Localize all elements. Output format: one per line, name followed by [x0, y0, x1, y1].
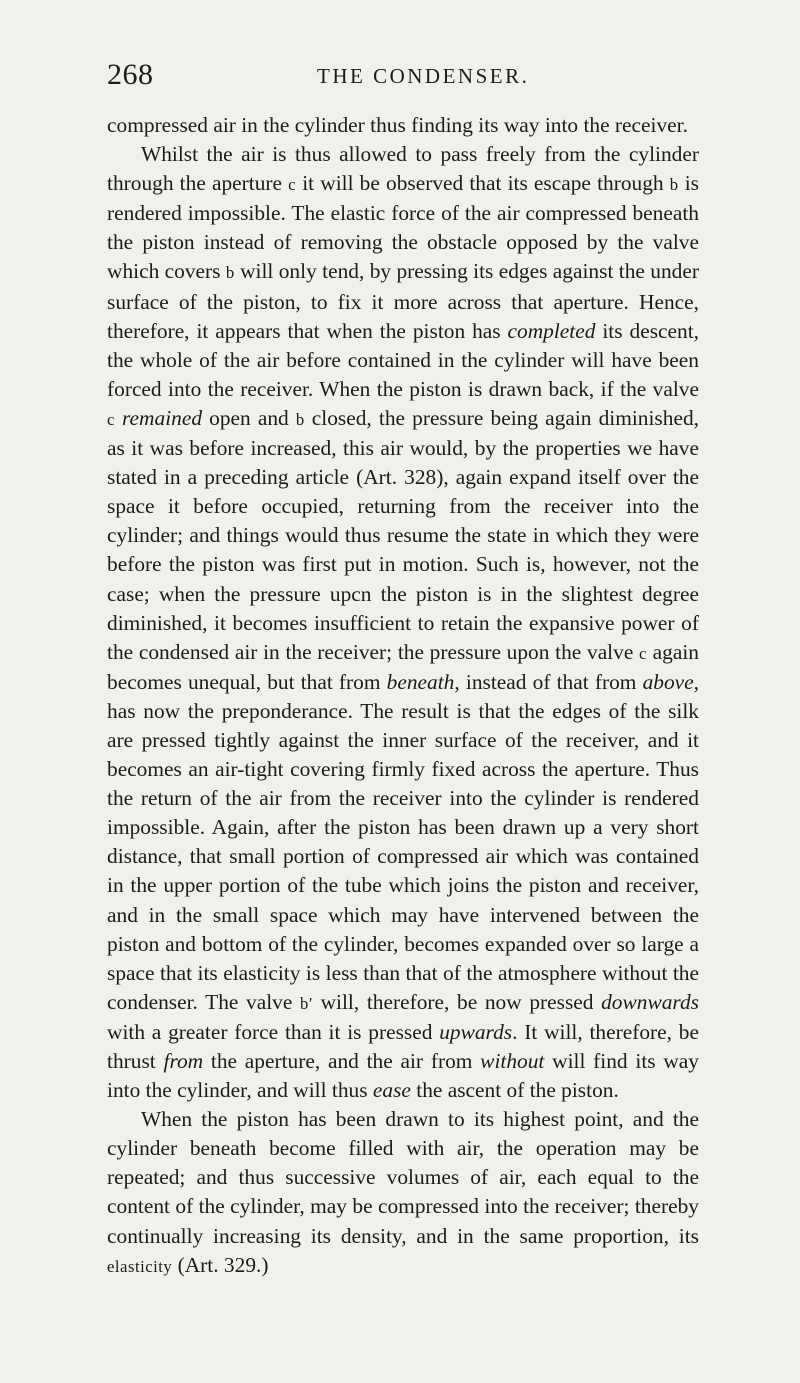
text-run: (Art. 329.)	[172, 1252, 269, 1277]
paragraph	[107, 111, 699, 140]
page-number: 268	[107, 58, 154, 91]
text-run: will find its way into the cylinder, and will thus	[107, 1049, 699, 1103]
text-run: will, therefore, be now pressed	[312, 989, 602, 1014]
italic-text: downwards	[601, 989, 699, 1014]
small-caps-text: b	[669, 175, 679, 195]
small-caps-text: c	[107, 409, 115, 429]
small-caps-text: elasticity	[107, 1256, 173, 1276]
text-run: closed, the pressure being again diminished, as it was before increased, this air would, by the properties we have stated in a preceding article (Art. 328), again expand itself over the space it before occupied, returning from the receiver into the cylinder; and things would thus resume the state in which they were before the piston was first put in motion. Such is, however, not the case; when the pressure upcn the piston is in the slightest degree diminished, it becomes insufficient to retain the expansive power of the condensed air in the receiver; the pressure upon the valve	[107, 405, 699, 664]
text-run: the ascent of the piston.	[410, 1078, 619, 1103]
italic-text: remained	[122, 405, 203, 430]
text-run: is rendered impossible. The elastic force of the air compressed beneath the piston instead of removing the obstacle opposed by the valve which covers	[107, 171, 700, 284]
text-run: open and	[202, 405, 296, 430]
italic-text: above	[642, 669, 694, 694]
text-run	[115, 406, 122, 430]
text-run: When the piston has been drawn to its highest point, and the cylinder beneath become filled with air, the operation may be repeated; and thus successive volumes of air, each equal to the content of the cylinder, may be compressed into the receiver; thereby continually increasing its density, and in the same proportion, its	[107, 1107, 699, 1248]
running-head	[107, 58, 699, 92]
text-run: . It will, therefore, be thrust	[107, 1019, 699, 1073]
text-run: , has now the preponderance. The result is that the edges of the silk are pressed tightly against the inner surface of the receiver, and it becomes an air-tight covering firmly fixed across the aperture. Thus the return of the air from the receiver into the cylinder is rendered impossible. Again, after the piston has been drawn up a very short distance, that small portion of compressed air which was contained in the upper portion of the tube which joins the piston and receiver, and in the small space which may have intervened between the piston and bottom of the cylinder, becomes expanded over so large a space that its elasticity is less than that of the atmosphere without the condenser. The valve	[107, 669, 699, 1014]
italic-text: without	[480, 1049, 545, 1073]
small-caps-text: b	[295, 409, 305, 429]
text-run: again becomes unequal, but that from	[107, 639, 699, 694]
text-run: its descent, the whole of the air before contained in the cylinder will have been forced into the receiver. When the piston is drawn back, if the valve	[107, 318, 699, 401]
running-title: THE CONDENSER.	[317, 64, 530, 88]
paragraph	[107, 140, 699, 1105]
body-text	[107, 111, 699, 1281]
text-run: compressed air in the cylinder thus finding its way into the receiver.	[107, 113, 688, 137]
text-run: , instead of that from	[454, 669, 643, 694]
text-run: the aperture, and the air from	[203, 1049, 481, 1073]
small-caps-text: b	[225, 263, 235, 283]
italic-text: completed	[507, 318, 596, 343]
text-run: Whilst the air is thus allowed to pass freely from the cylinder through the aperture	[107, 142, 699, 196]
small-caps-text: c	[639, 643, 647, 663]
text-run: will only tend, by pressing its edges against the under surface of the piston, to fix it more across that aperture. Hence, therefore, it appears that when the piston has	[107, 259, 699, 343]
small-caps-text: c	[288, 175, 297, 195]
italic-text: beneath	[386, 669, 455, 694]
paragraph	[107, 1105, 699, 1281]
italic-text: from	[163, 1049, 204, 1073]
small-caps-text: b′	[299, 993, 313, 1013]
italic-text: upwards	[439, 1019, 513, 1044]
text-run: with a greater force than it is pressed	[107, 1019, 440, 1044]
italic-text: ease	[372, 1078, 411, 1103]
text-run: it will be observed that its escape through	[296, 171, 670, 196]
